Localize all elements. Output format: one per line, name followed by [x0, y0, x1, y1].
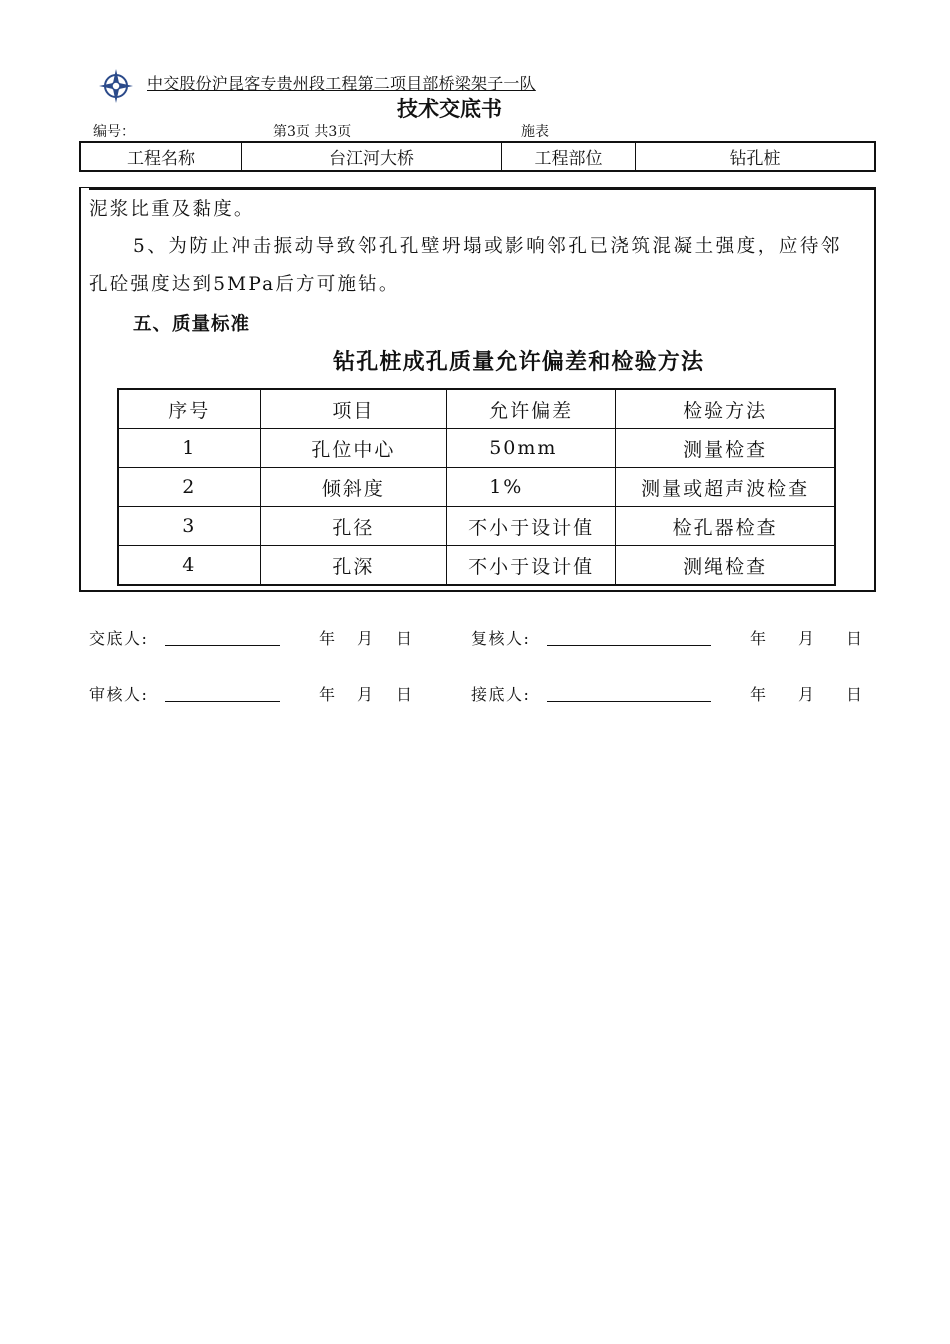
project-name-value: 台江河大桥	[242, 143, 502, 170]
row-tolerance: 50mm	[447, 429, 616, 468]
row-index: 1	[118, 429, 260, 468]
row-item: 孔位中心	[260, 429, 447, 468]
date-year: 年	[750, 685, 767, 704]
row-item: 孔径	[260, 507, 447, 546]
row-tolerance: 不小于设计值	[447, 507, 616, 546]
header-cell-item: 项目	[260, 389, 447, 429]
page-info: 第3页 共3页	[273, 124, 352, 140]
document-number-label: 编号：	[93, 124, 135, 140]
table-row	[118, 429, 835, 468]
received-by-signature-line[interactable]	[547, 701, 711, 702]
document-title: 技术交底书	[397, 96, 502, 121]
row-index: 3	[118, 507, 260, 546]
header-cell-tolerance: 允许偏差	[447, 389, 616, 429]
table-row	[118, 468, 835, 507]
date-year: 年	[319, 685, 336, 704]
date-year: 年	[750, 629, 767, 648]
date-month: 月	[798, 685, 815, 704]
row-index: 2	[118, 468, 260, 507]
row-method: 测绳检查	[616, 546, 835, 586]
content-line-1: 泥浆比重及黏度。	[89, 199, 255, 220]
date-month: 月	[357, 685, 374, 704]
date-day: 日	[846, 685, 863, 704]
quality-standard-table	[117, 388, 836, 586]
header-cell-index: 序号	[118, 389, 260, 429]
row-method: 测量检查	[616, 429, 835, 468]
content-line-3: 孔砼强度达到5MPa后方可施钻。	[89, 274, 400, 295]
received-by-label: 接底人:	[471, 685, 531, 704]
project-info-table	[79, 141, 876, 172]
header-cell-method: 检验方法	[616, 389, 835, 429]
row-tolerance: 1%	[447, 468, 616, 507]
table-header-row	[118, 389, 835, 429]
project-part-value: 钻孔桩	[729, 149, 781, 169]
table-row	[118, 546, 835, 586]
handover-by-label: 交底人:	[89, 629, 149, 648]
approved-by-signature-line[interactable]	[165, 701, 280, 702]
approved-by-label: 审核人:	[89, 685, 149, 704]
row-method: 测量或超声波检查	[616, 468, 835, 507]
table-row	[118, 507, 835, 546]
row-tolerance: 不小于设计值	[447, 546, 616, 586]
project-part-label: 工程部位	[502, 143, 636, 170]
company-logo-icon	[98, 68, 134, 104]
company-name: 中交股份沪昆客专贵州段工程第二项目部桥梁架子一队	[147, 74, 536, 93]
date-month: 月	[357, 629, 374, 648]
date-day: 日	[396, 685, 413, 704]
date-day: 日	[846, 629, 863, 648]
reviewed-by-label: 复核人:	[471, 629, 531, 648]
row-item: 孔深	[260, 546, 447, 586]
quality-table-title: 钻孔桩成孔质量允许偏差和检验方法	[333, 349, 705, 375]
row-index: 4	[118, 546, 260, 586]
date-month: 月	[798, 629, 815, 648]
date-day: 日	[396, 629, 413, 648]
project-name-label: 工程名称	[81, 143, 242, 170]
section-heading: 五、质量标准	[133, 314, 251, 335]
content-box-top-rule	[89, 188, 874, 190]
reviewed-by-signature-line[interactable]	[547, 645, 711, 646]
row-method: 检孔器检查	[616, 507, 835, 546]
date-year: 年	[319, 629, 336, 648]
form-label: 施表	[521, 124, 549, 140]
handover-by-signature-line[interactable]	[165, 645, 280, 646]
row-item: 倾斜度	[260, 468, 447, 507]
content-line-2: 5、为防止冲击振动导致邻孔孔壁坍塌或影响邻孔已浇筑混凝土强度，应待邻	[133, 236, 842, 257]
